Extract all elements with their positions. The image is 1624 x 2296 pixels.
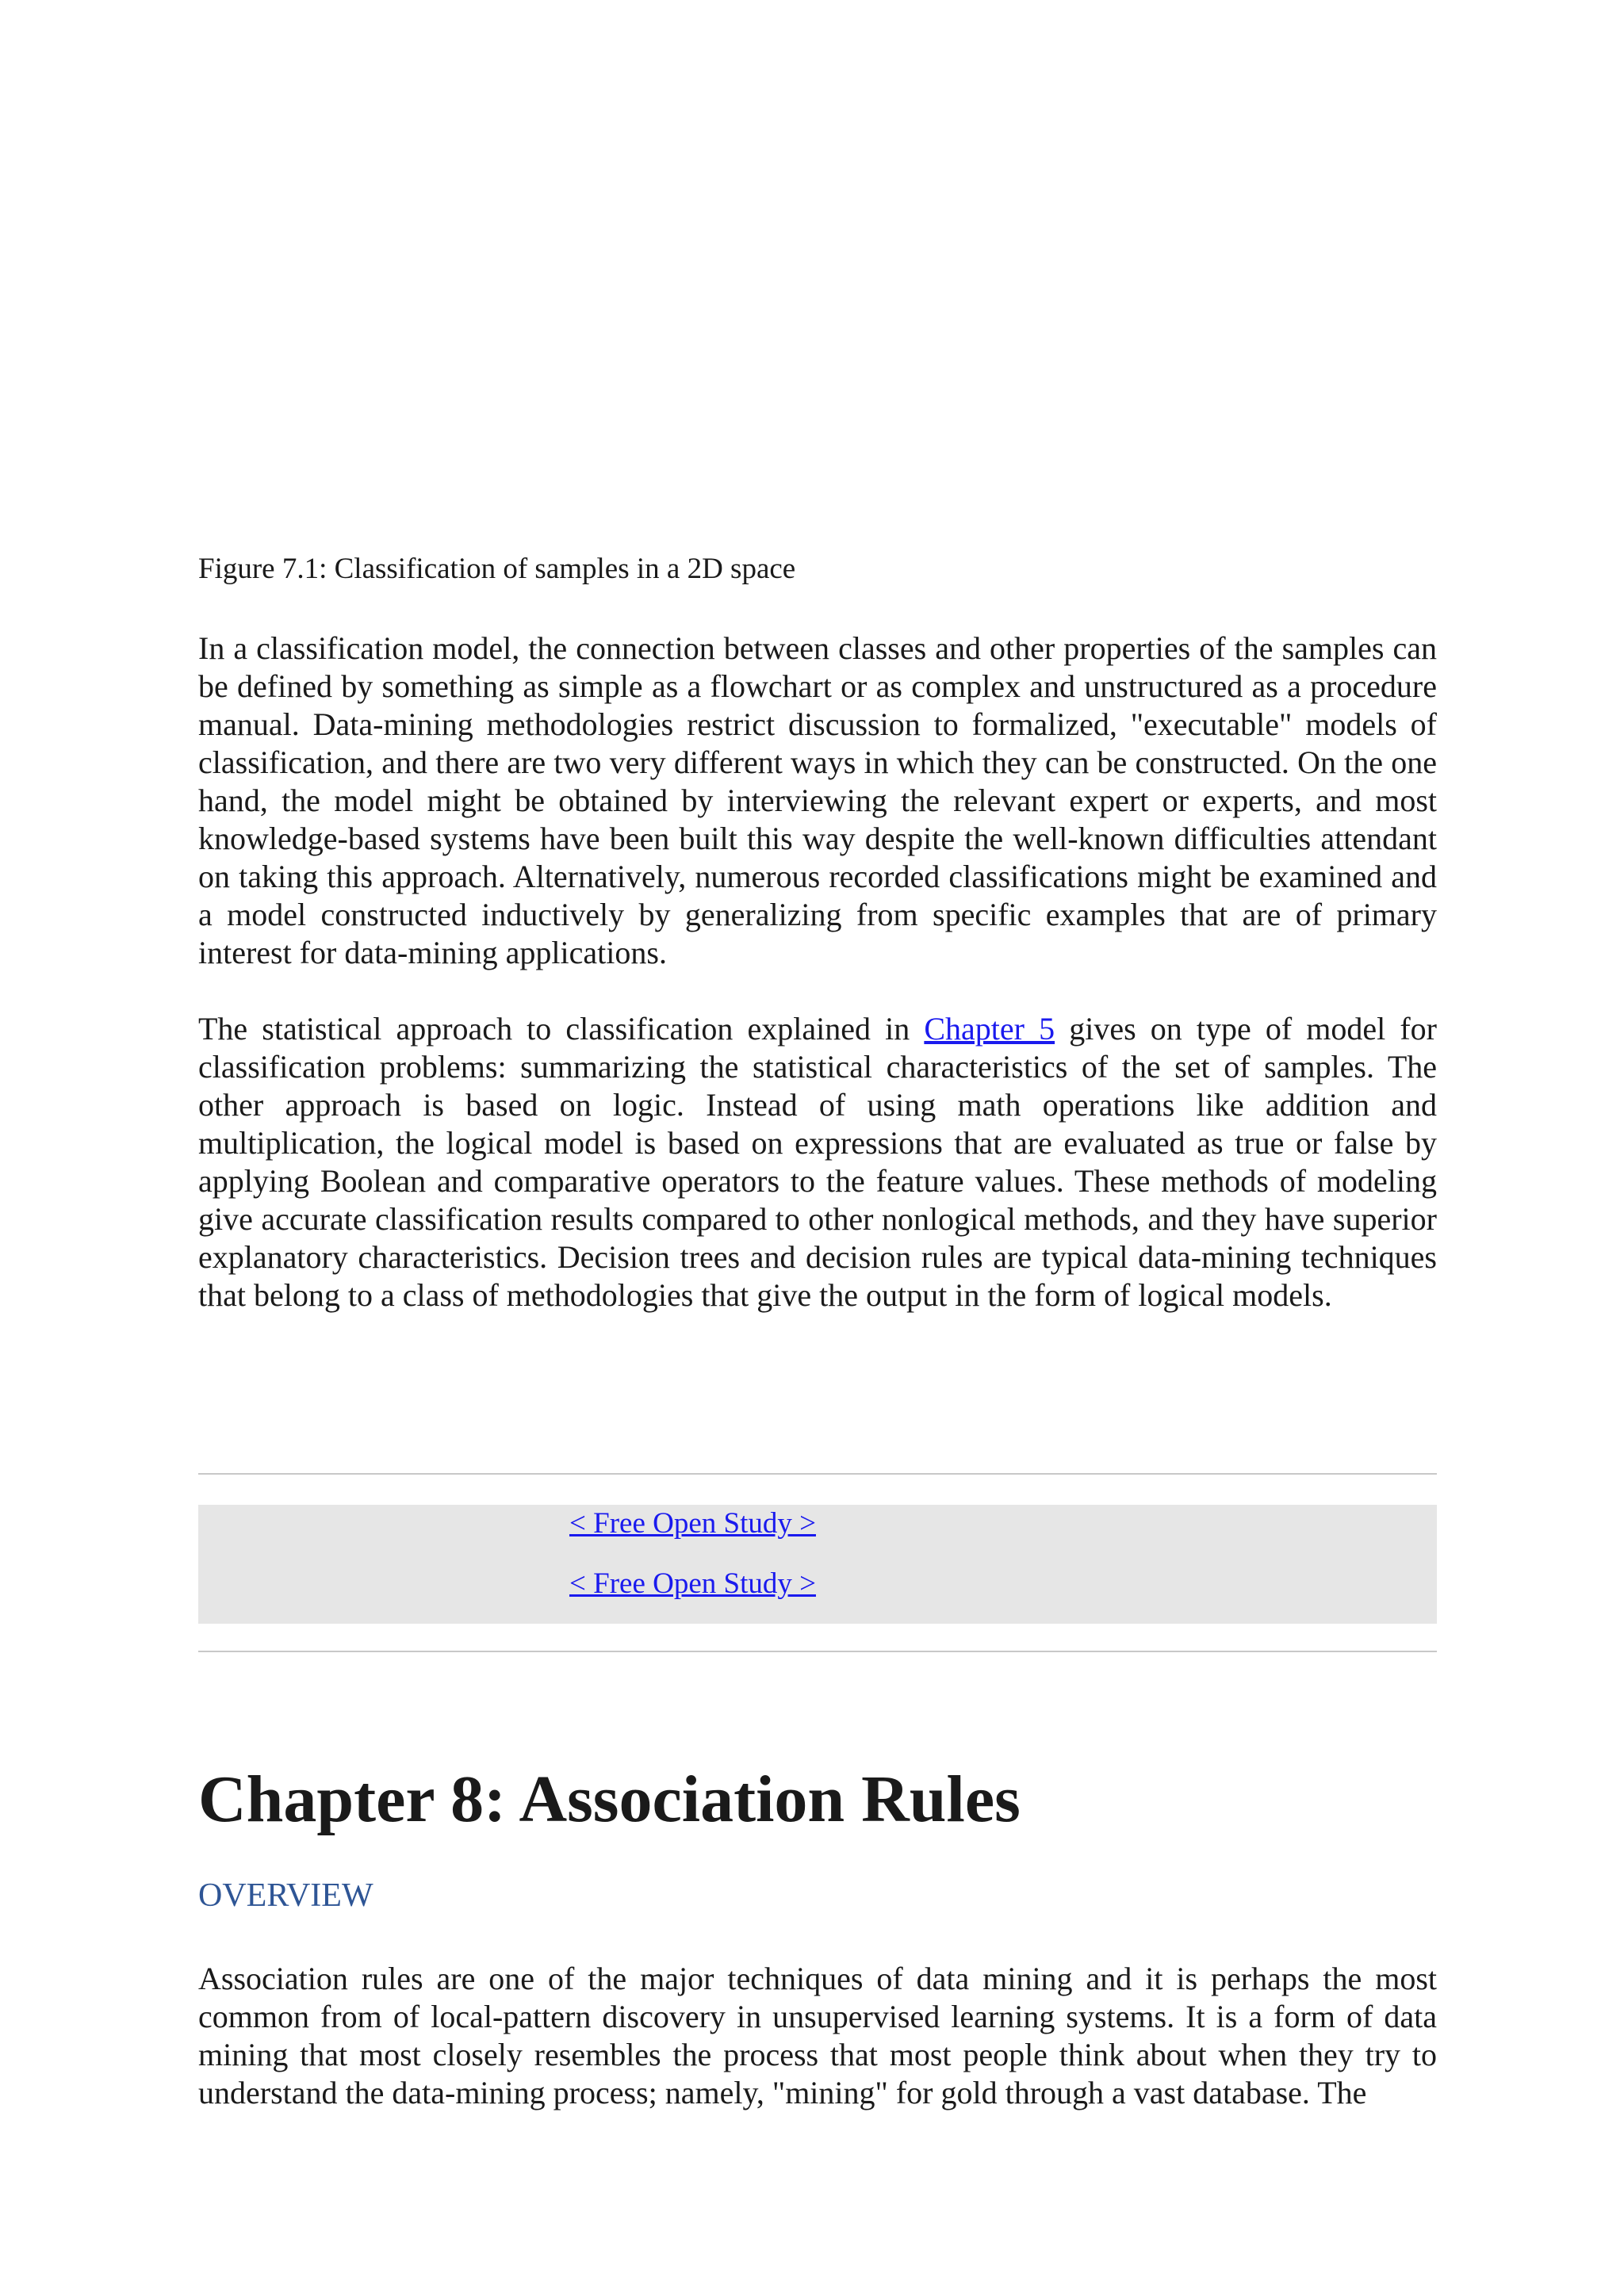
section-title-overview: OVERVIEW (198, 1877, 373, 1914)
chapter-5-link[interactable]: Chapter 5 (924, 1011, 1055, 1047)
navigation-box (198, 1505, 1437, 1624)
chapter-title: Chapter 8: Association Rules (198, 1762, 1021, 1836)
paragraph-text-before-link: The statistical approach to classification explained in (198, 1011, 925, 1047)
paragraph-association-rules: Association rules are one of the major techniques of data mining and it is perhaps the most common from of local-pattern discovery in unsupervised learning systems. It is a form of data mining that most closely resembles the process that most people think about when they try to understand the data-mining process; namely, "mining" for gold through a vast database. The (198, 1961, 1437, 2110)
free-open-study-link[interactable]: < Free Open Study > (569, 1567, 816, 1600)
paragraph-statistical-approach (198, 1010, 1437, 1314)
paragraph-text-after-link: gives on type of model for classification problems: summarizing the statistical characteristics of the set of samples. The other approach is based on logic. Instead of using math operations like addition and multiplication, the logical model is based on expressions that are evaluated as true or false by applying Boolean and comparative operators to the feature values. These methods of modeling give accurate classification results compared to other nonlogical methods, and they have superior explanatory characteristics. Decision trees and decision rules are typical data-mining techniques that belong to a class of methodologies that give the output in the form of logical models. (198, 1011, 1437, 1313)
paragraph-classification-model: In a classification model, the connection between classes and other properties of the samples can be defined by something as simple as a flowchart or as complex and unstructured as a procedure manual. Data-mining methodologies restrict discussion to formalized, "executable" models of classification, and there are two very different ways in which they can be constructed. On the one hand, the model might be obtained by interviewing the relevant expert or experts, and most knowledge-based systems have been built this way despite the well-known difficulties attendant on taking this approach. Alternatively, numerous recorded classifications might be examined and a model constructed inductively by generalizing from specific examples that are of primary interest for data-mining applications. (198, 630, 1437, 970)
divider-top (198, 1473, 1437, 1475)
figure-caption: Figure 7.1: Classification of samples in a 2D space (198, 553, 796, 585)
free-open-study-link[interactable]: < Free Open Study > (569, 1507, 816, 1540)
divider-bottom (198, 1651, 1437, 1652)
